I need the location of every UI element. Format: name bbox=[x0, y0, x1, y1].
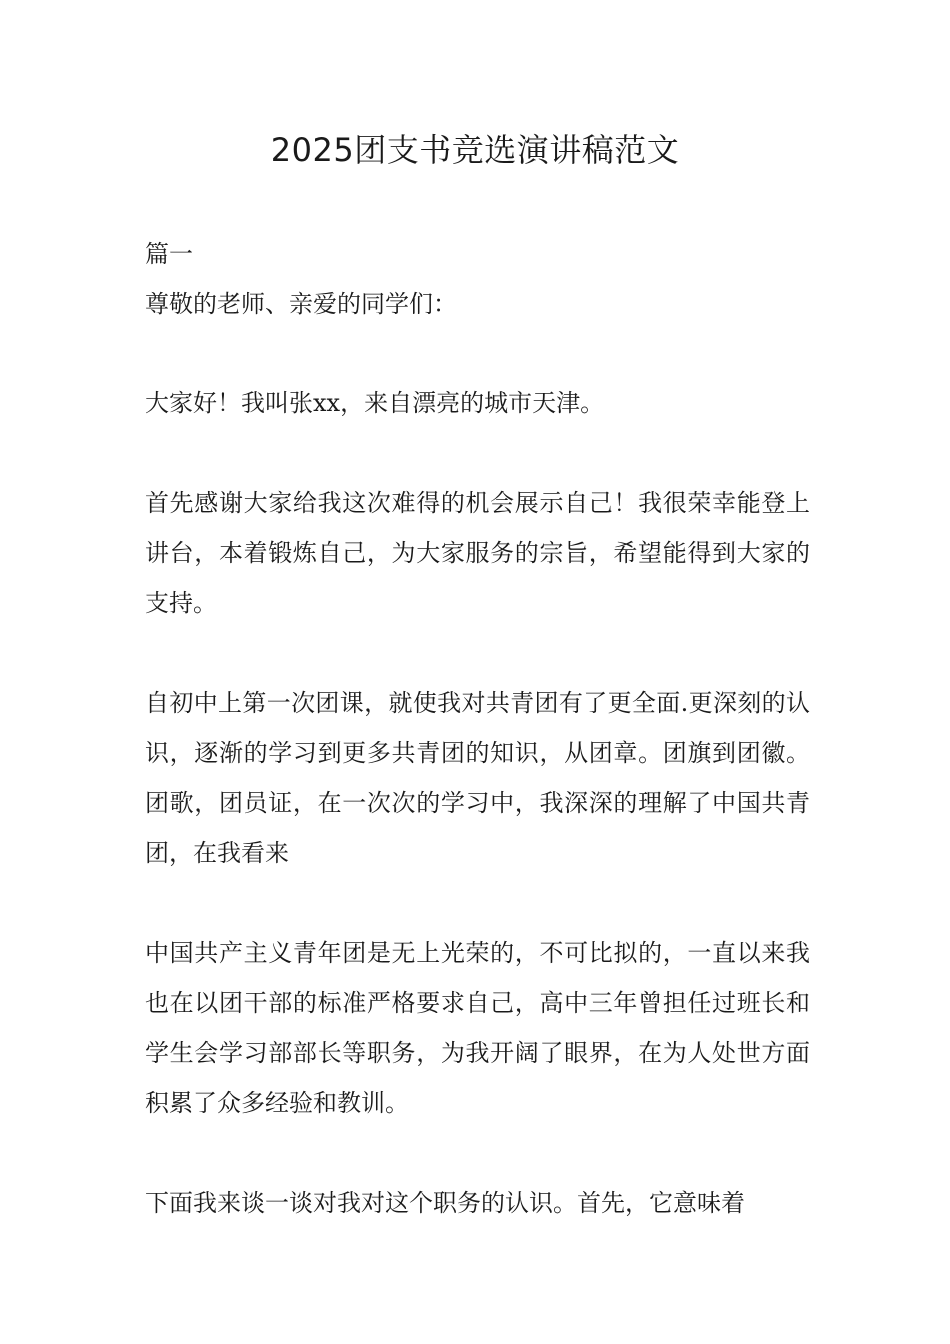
document-title: 2025团支书竞选演讲稿范文 bbox=[270, 131, 680, 169]
paragraph: 大家好！我叫张xx，来自漂亮的城市天津。 bbox=[145, 389, 605, 417]
paragraph: 中国共产主义青年团是无上光荣的，不可比拟的，一直以来我也在以团干部的标准严格要求自己，高中三年曾担任过班长和学生会学习部部长等职务，为我开阔了眼界，在为人处世方面积累了众多经验和教训。 bbox=[145, 939, 810, 1117]
paragraph: 下面我来谈一谈对我对这个职务的认识。首先，它意味着 bbox=[145, 1189, 745, 1217]
section-label: 篇一 bbox=[145, 240, 193, 268]
paragraph: 自初中上第一次团课，就使我对共青团有了更全面.更深刻的认识，逐渐的学习到更多共青团的知识，从团章。团旗到团徽。团歌，团员证，在一次次的学习中，我深深的理解了中国共青团，在我看来 bbox=[145, 689, 810, 867]
greeting-line: 尊敬的老师、亲爱的同学们： bbox=[145, 290, 457, 318]
paragraph: 首先感谢大家给我这次难得的机会展示自己！我很荣幸能登上讲台，本着锻炼自己，为大家服务的宗旨，希望能得到大家的支持。 bbox=[145, 489, 810, 617]
